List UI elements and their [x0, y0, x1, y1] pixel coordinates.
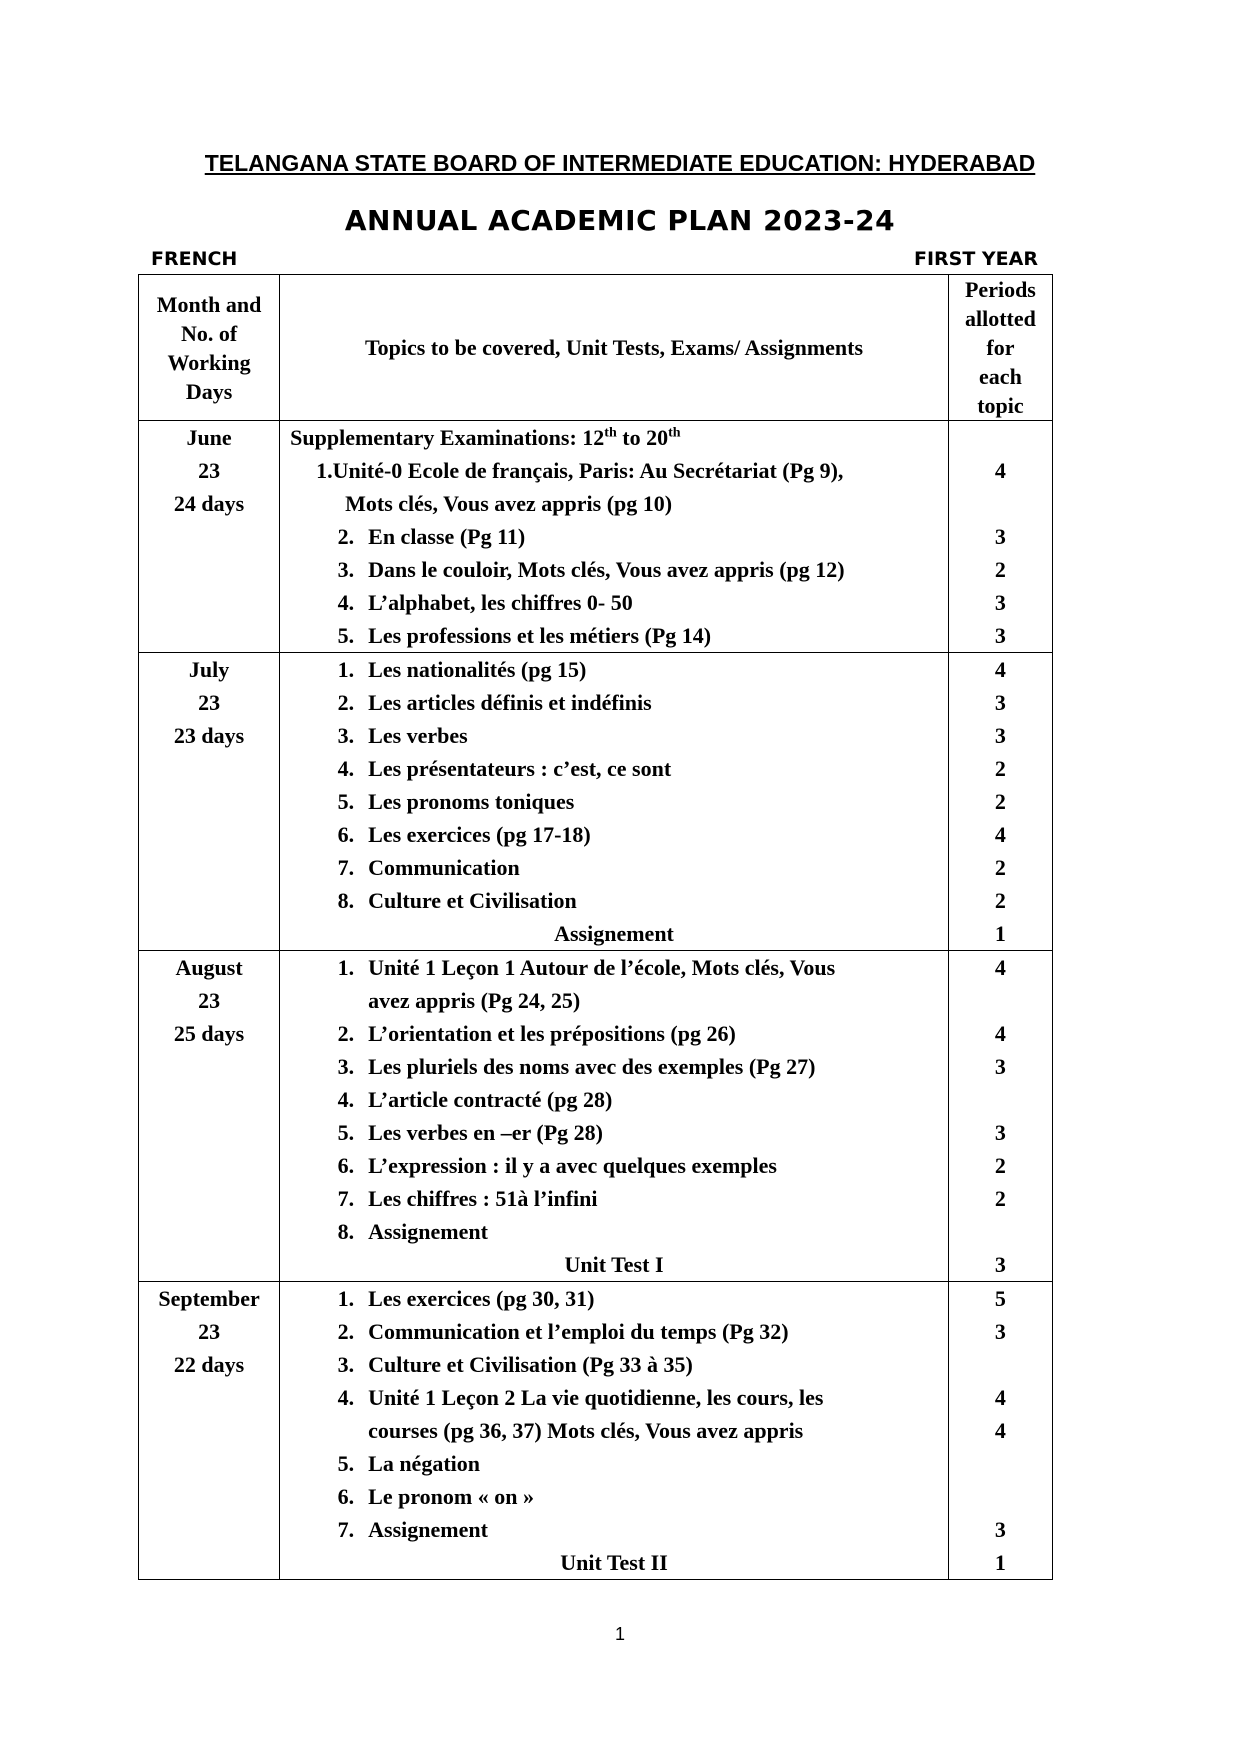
topics-column-header: Topics to be covered, Unit Tests, Exams/ Assignments: [280, 275, 949, 421]
topics-cell-july: [280, 653, 949, 951]
month-cell-june: June 23 24 days: [139, 421, 280, 653]
supplementary-exams-line: Supplementary Examinations: 12th to 20th: [290, 425, 681, 450]
academic-plan-table: [138, 274, 1053, 1580]
periods-cell-september: 5 3 4 4 3 1: [948, 1282, 1052, 1580]
topics-cell-september: [280, 1282, 949, 1580]
month-cell-august: August 23 25 days: [139, 951, 280, 1282]
list-item: 1. Les nationalités (pg 15): [337, 657, 587, 682]
list-item: 3. Dans le couloir, Mots clés, Vous avez appris (pg 12): [337, 557, 845, 582]
periods-cell-august: 4 4 3 3 2 2 3: [948, 951, 1052, 1282]
table-row-june: [139, 421, 1053, 653]
periods-cell-july: 4 3 3 2 2 4 2 2 1: [948, 653, 1052, 951]
plan-title: ANNUAL ACADEMIC PLAN 2023-24: [344, 204, 896, 237]
periods-column-header: Periods allotted for each topic: [948, 275, 1052, 421]
list-item: 5. Les verbes en –er (Pg 28): [337, 1120, 603, 1145]
list-item: 4. Unité 1 Leçon 2 La vie quotidienne, les cours, les: [337, 1385, 824, 1410]
list-item: 1. Unité 1 Leçon 1 Autour de l’école, Mots clés, Vous: [337, 955, 836, 980]
list-item: 3. Culture et Civilisation (Pg 33 à 35): [337, 1352, 693, 1377]
list-item: 6. Le pronom « on »: [337, 1484, 534, 1509]
list-item: 6. Les exercices (pg 17-18): [337, 822, 591, 847]
list-item: 1.Unité-0 Ecole de français, Paris: Au Secrétariat (Pg 9),: [316, 458, 844, 483]
list-item: 2. En classe (Pg 11): [337, 524, 526, 549]
year-label: FIRST YEAR: [913, 248, 1038, 270]
periods-cell-june: 4 3 2 3 3: [948, 421, 1052, 653]
list-item: 2. L’orientation et les prépositions (pg 26): [337, 1021, 736, 1046]
list-item: 4. Les présentateurs : c’est, ce sont: [337, 756, 672, 781]
list-item: 5. La négation: [337, 1451, 480, 1476]
table-row-september: [139, 1282, 1053, 1580]
list-item: 7. Communication: [337, 855, 520, 880]
assignment-label: Assignement: [554, 921, 674, 946]
unit-test-label: Unit Test II: [560, 1550, 668, 1575]
list-item: 7. Assignement: [337, 1517, 488, 1542]
list-item: 3. Les verbes: [337, 723, 468, 748]
table-header-row: [139, 275, 1053, 421]
list-item: 2. Les articles définis et indéfinis: [337, 690, 652, 715]
list-item: 7. Les chiffres : 51à l’infini: [337, 1186, 598, 1211]
topics-cell-august: [280, 951, 949, 1282]
list-item: 8. Assignement: [337, 1219, 488, 1244]
list-item: 5. Les pronoms toniques: [337, 789, 575, 814]
table-row-july: [139, 653, 1053, 951]
list-item: 8. Culture et Civilisation: [337, 888, 577, 913]
topics-cell-june: [280, 421, 949, 653]
page-number: 1: [614, 1624, 625, 1644]
list-item-continuation: avez appris (Pg 24, 25): [368, 988, 581, 1013]
table-row-august: [139, 951, 1053, 1282]
list-item: 4. L’alphabet, les chiffres 0- 50: [337, 590, 633, 615]
list-item: 4. L’article contracté (pg 28): [337, 1087, 613, 1112]
subject-label: FRENCH: [151, 248, 238, 270]
list-item-continuation: courses (pg 36, 37) Mots clés, Vous avez appris: [368, 1418, 804, 1443]
board-heading: TELANGANA STATE BOARD OF INTERMEDIATE EDUCATION: HYDERABAD: [204, 150, 1036, 176]
month-cell-july: July 23 23 days: [139, 653, 280, 951]
list-item-continuation: Mots clés, Vous avez appris (pg 10): [345, 491, 673, 516]
list-item: 2. Communication et l’emploi du temps (Pg 32): [337, 1319, 789, 1344]
unit-test-label: Unit Test I: [564, 1252, 664, 1277]
month-cell-september: September 23 22 days: [139, 1282, 280, 1580]
list-item: 6. L’expression : il y a avec quelques exemples: [337, 1153, 777, 1178]
list-item: 1. Les exercices (pg 30, 31): [337, 1286, 595, 1311]
list-item: 5. Les professions et les métiers (Pg 14): [337, 623, 712, 648]
list-item: 3. Les pluriels des noms avec des exemples (Pg 27): [337, 1054, 816, 1079]
month-column-header: Month and No. of Working Days: [139, 275, 280, 421]
